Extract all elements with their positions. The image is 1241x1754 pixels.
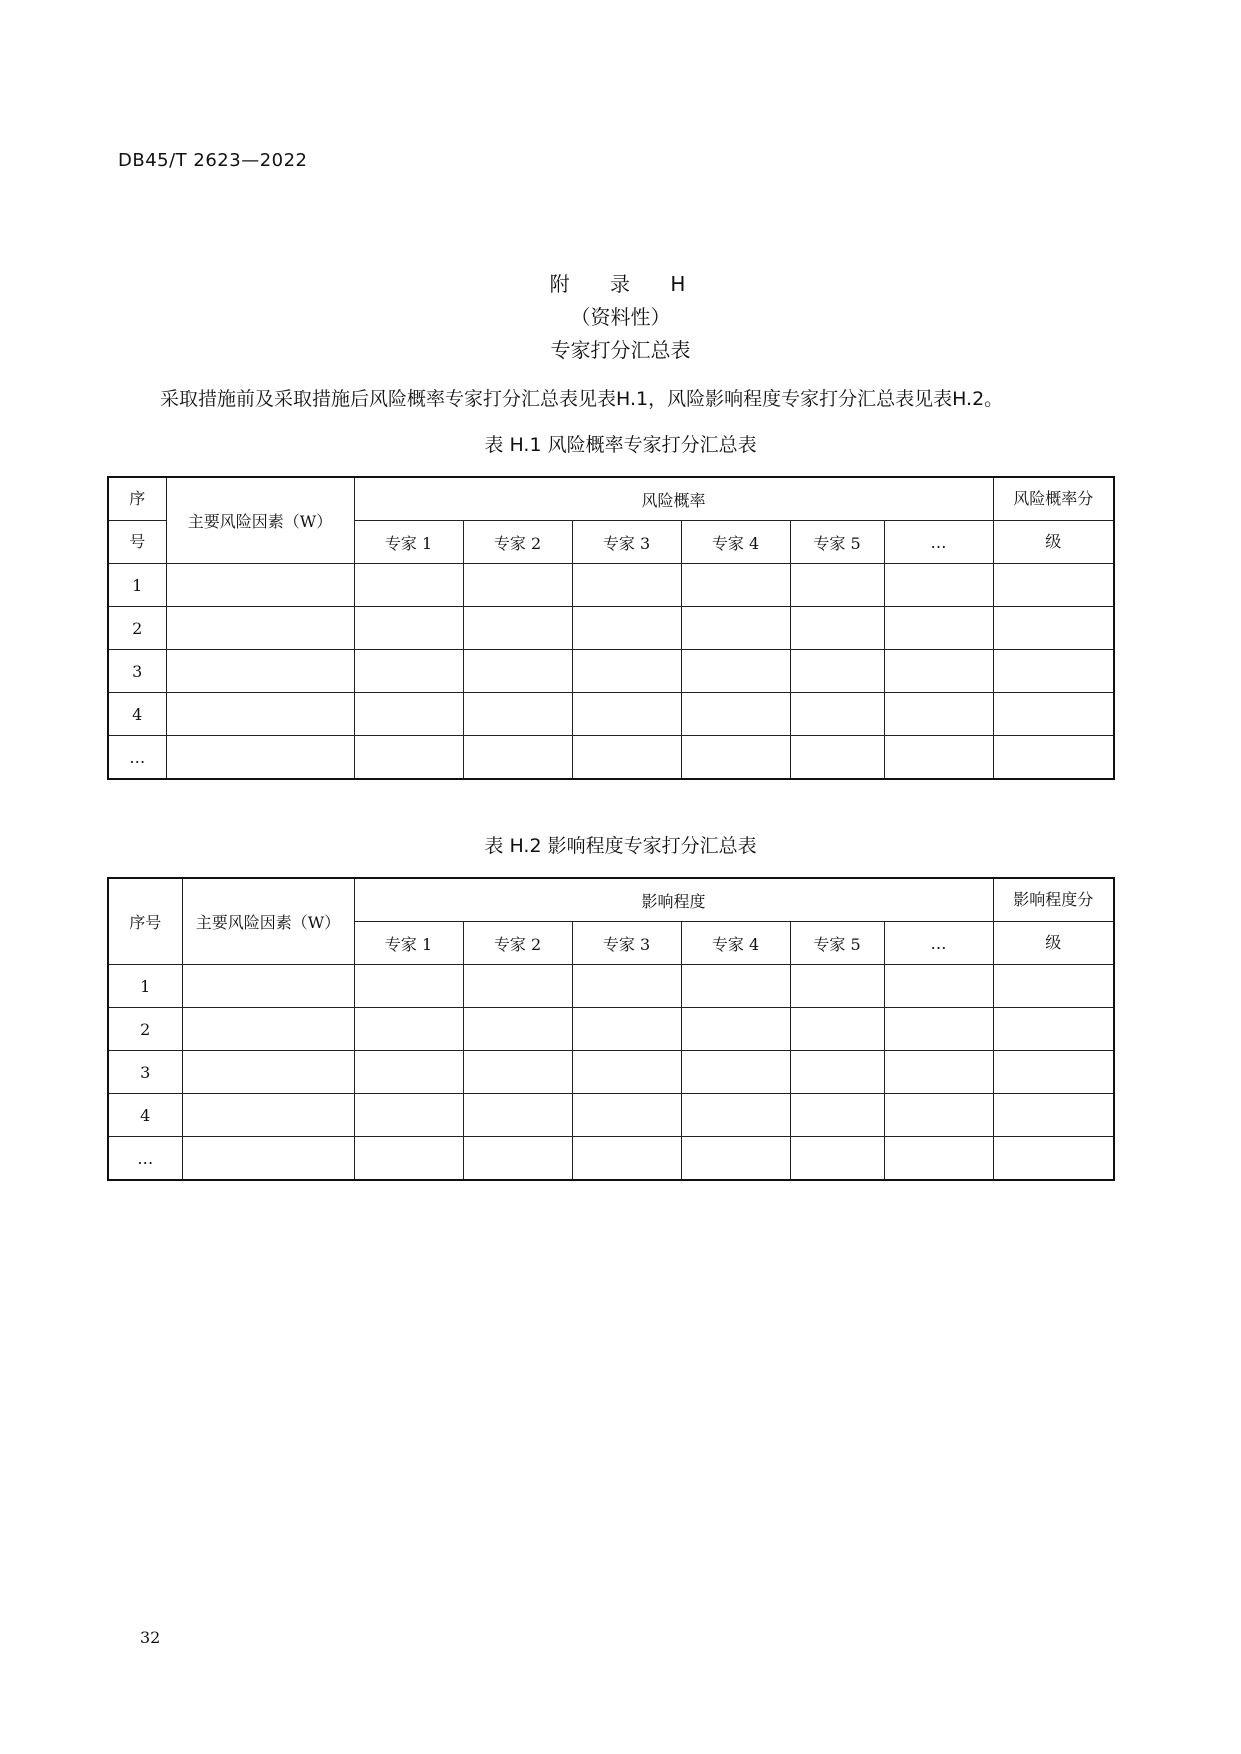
table-row: [108, 1051, 1114, 1094]
row-number: 2: [108, 1008, 182, 1051]
cell: [182, 1094, 354, 1137]
cell: [993, 1137, 1114, 1181]
cell: [166, 693, 354, 736]
row-number: …: [108, 736, 166, 780]
cell: [884, 1008, 993, 1051]
header-grade-top: 影响程度分: [993, 878, 1114, 922]
cell: [354, 1137, 463, 1181]
header-expert: 专家 5: [790, 922, 884, 965]
cell: [790, 693, 884, 736]
cell: [993, 650, 1114, 693]
cell: [182, 965, 354, 1008]
cell: [463, 1008, 572, 1051]
document-code: DB45/T 2623—2022: [118, 150, 308, 171]
table-h2-caption: 表 H.2 影响程度专家打分汇总表: [484, 835, 757, 857]
cell: [463, 564, 572, 607]
cell: [572, 1137, 681, 1181]
cell: [884, 607, 993, 650]
cell: [681, 1137, 790, 1181]
header-factor: 主要风险因素（W）: [166, 477, 354, 564]
cell: [354, 650, 463, 693]
cell: [993, 1008, 1114, 1051]
row-number: 3: [108, 650, 166, 693]
cell: [993, 965, 1114, 1008]
cell: [993, 736, 1114, 780]
header-expert: 专家 1: [354, 521, 463, 564]
header-expert: 专家 5: [790, 521, 884, 564]
cell: [681, 736, 790, 780]
header-group: 影响程度: [354, 878, 993, 922]
row-number: 4: [108, 1094, 182, 1137]
table-header-row: [108, 477, 1114, 521]
header-expert: 专家 4: [681, 521, 790, 564]
cell: [166, 736, 354, 780]
header-expert: 专家 2: [463, 922, 572, 965]
cell: [354, 1094, 463, 1137]
table-h1: [107, 476, 1115, 780]
table-row: [108, 693, 1114, 736]
cell: [993, 564, 1114, 607]
row-number: 3: [108, 1051, 182, 1094]
cell: [572, 736, 681, 780]
cell: [681, 693, 790, 736]
row-number: 1: [108, 564, 166, 607]
cell: [681, 1094, 790, 1137]
header-grade-bottom: 级: [993, 521, 1114, 564]
cell: [572, 650, 681, 693]
table-row: [108, 564, 1114, 607]
cell: [354, 736, 463, 780]
row-number: 4: [108, 693, 166, 736]
row-number: …: [108, 1137, 182, 1181]
table-row: [108, 965, 1114, 1008]
table-header-row: [108, 878, 1114, 922]
cell: [884, 1094, 993, 1137]
cell: [790, 1137, 884, 1181]
cell: [182, 1008, 354, 1051]
cell: [354, 693, 463, 736]
cell: [884, 1051, 993, 1094]
cell: [681, 1008, 790, 1051]
header-expert: 专家 2: [463, 521, 572, 564]
header-expert: …: [884, 922, 993, 965]
page-number: 32: [140, 1628, 161, 1647]
cell: [993, 693, 1114, 736]
cell: [790, 564, 884, 607]
cell: [182, 1051, 354, 1094]
cell: [463, 693, 572, 736]
table-row: [108, 650, 1114, 693]
cell: [572, 1051, 681, 1094]
cell: [681, 965, 790, 1008]
header-no-top: 序: [108, 477, 166, 521]
table-row: [108, 607, 1114, 650]
header-expert: 专家 3: [572, 922, 681, 965]
cell: [884, 1137, 993, 1181]
row-number: 1: [108, 965, 182, 1008]
table-row: [108, 736, 1114, 780]
cell: [572, 564, 681, 607]
cell: [790, 607, 884, 650]
cell: [681, 564, 790, 607]
table-h1-caption: 表 H.1 风险概率专家打分汇总表: [484, 434, 757, 456]
table-row: [108, 1094, 1114, 1137]
cell: [572, 607, 681, 650]
cell: [572, 1094, 681, 1137]
cell: [354, 965, 463, 1008]
cell: [993, 607, 1114, 650]
header-factor: 主要风险因素（W）: [182, 878, 354, 965]
cell: [572, 693, 681, 736]
cell: [463, 650, 572, 693]
cell: [884, 965, 993, 1008]
header-expert: 专家 3: [572, 521, 681, 564]
cell: [790, 965, 884, 1008]
cell: [790, 1094, 884, 1137]
cell: [884, 564, 993, 607]
cell: [354, 564, 463, 607]
cell: [681, 607, 790, 650]
appendix-title: 附 录 H: [549, 272, 692, 296]
header-expert: 专家 1: [354, 922, 463, 965]
cell: [463, 736, 572, 780]
cell: [884, 650, 993, 693]
cell: [166, 650, 354, 693]
cell: [993, 1094, 1114, 1137]
cell: [790, 650, 884, 693]
cell: [166, 607, 354, 650]
cell: [463, 607, 572, 650]
header-no-bottom: 号: [108, 521, 166, 564]
table-row: [108, 1137, 1114, 1181]
header-grade-bottom: 级: [993, 922, 1114, 965]
cell: [790, 1008, 884, 1051]
cell: [463, 1051, 572, 1094]
header-expert: 专家 4: [681, 922, 790, 965]
header-group: 风险概率: [354, 477, 993, 521]
cell: [354, 607, 463, 650]
cell: [166, 564, 354, 607]
cell: [681, 650, 790, 693]
cell: [354, 1008, 463, 1051]
header-no: 序号: [108, 878, 182, 965]
table-row: [108, 1008, 1114, 1051]
header-expert: …: [884, 521, 993, 564]
cell: [993, 1051, 1114, 1094]
cell: [463, 1137, 572, 1181]
cell: [884, 693, 993, 736]
cell: [463, 1094, 572, 1137]
row-number: 2: [108, 607, 166, 650]
appendix-heading: 专家打分汇总表: [550, 338, 691, 362]
cell: [572, 1008, 681, 1051]
cell: [182, 1137, 354, 1181]
cell: [884, 736, 993, 780]
cell: [354, 1051, 463, 1094]
cell: [790, 736, 884, 780]
appendix-nature: （资料性）: [570, 305, 671, 329]
table-h2: [107, 877, 1115, 1181]
intro-paragraph: 采取措施前及采取措施后风险概率专家打分汇总表见表H.1，风险影响程度专家打分汇总表见表H.2。: [160, 388, 1004, 410]
cell: [572, 965, 681, 1008]
cell: [681, 1051, 790, 1094]
header-grade-top: 风险概率分: [993, 477, 1114, 521]
cell: [463, 965, 572, 1008]
cell: [790, 1051, 884, 1094]
